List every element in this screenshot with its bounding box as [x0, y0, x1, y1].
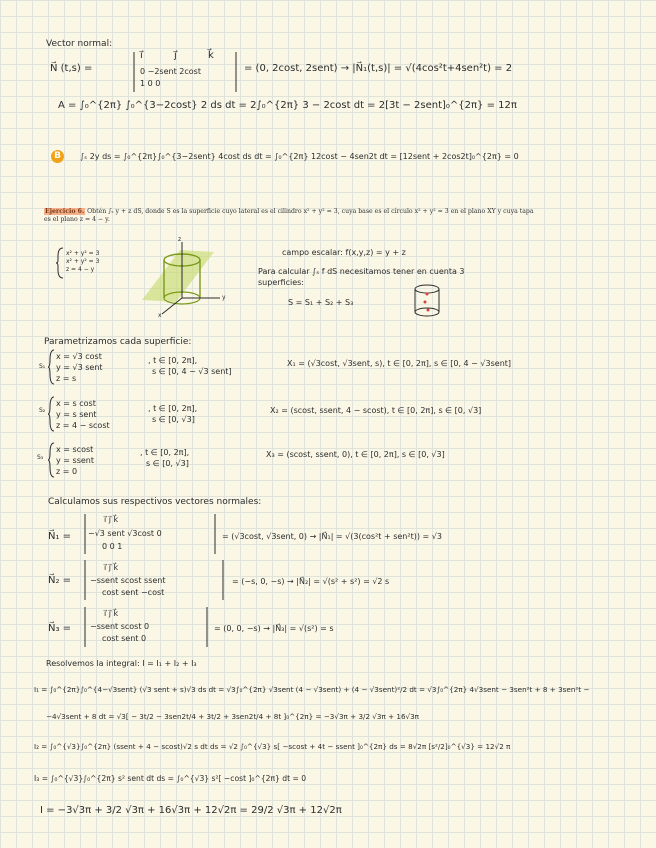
- heading-normal: Vector normal:: [46, 39, 113, 49]
- normals-heading: Calculamos sus respectivos vectores normales:: [48, 497, 262, 507]
- s1-domain-s: s ∈ [0, 4 − √3 sent]: [152, 367, 232, 376]
- s2-brace: [48, 397, 54, 431]
- n2-lhs: N⃗₂ =: [48, 575, 72, 586]
- calc-note-1: Para calcular ∫ₛ f dS necesitamos tener en cuenta 3: [258, 267, 465, 276]
- s1-domain-t: , t ∈ [0, 2π],: [148, 356, 198, 365]
- s2-line-x: x = s cost: [56, 399, 96, 408]
- normal-lhs: N⃗ (t,s) =: [50, 63, 93, 74]
- n1-top: i⃗ j⃗ k⃗: [104, 515, 119, 524]
- system-line-1: x² + y² = 3: [66, 250, 100, 257]
- n1-result: = (√3cost, √3sent, 0) → |N⃗₁| = √(3(cos²t + sen²t)) = √3: [222, 532, 442, 541]
- exercise-text: Obtén ∫ₛ y + z dS, donde S es la superficie cuyo lateral es el cilindro x² + y² = 3, cuya base es el círculo x² + y² = 3 en el plano XY y cuya tapa es el plano z = 4 − y.: [44, 208, 534, 223]
- n3-bar-left: [82, 607, 88, 647]
- n2-row-2: −ssent scost ssent: [90, 576, 166, 585]
- det-top-k: k⃗: [208, 50, 214, 61]
- s3-brace: [48, 443, 54, 477]
- axis-x-label: x: [158, 312, 162, 319]
- exercise-tag: Ejercicio 6.: [45, 208, 85, 215]
- axis-z-label: z: [178, 236, 182, 243]
- n3-row-3: cost sent 0: [102, 634, 147, 643]
- s1-line-z: z = s: [56, 374, 77, 383]
- s3-param: X₃ = (scost, ssent, 0), t ∈ [0, 2π], s ∈ [0, √3]: [266, 450, 445, 459]
- n3-lhs: N⃗₃ =: [48, 623, 72, 634]
- s1-brace: [48, 350, 54, 384]
- system-line-2: x² + y² = 3: [66, 258, 100, 265]
- area-line: A = ∫₀^{2π} ∫₀^{3−2cost} 2 ds dt = 2∫₀^{2π} 3 − 2cost dt = 2[3t − 2sent]₀^{2π} = 12π: [58, 100, 517, 111]
- b-badge: B: [51, 150, 64, 163]
- cylinder-figure: [128, 238, 238, 318]
- s2-label: S₂: [39, 407, 46, 414]
- n3-top: i⃗ j⃗ k⃗: [104, 609, 119, 618]
- final-result: I = −3√3π + 3/2 √3π + 16√3π + 12√2π = 29/2 √3π + 12√2π: [40, 805, 342, 816]
- s2-domain-s: s ∈ [0, √3]: [152, 415, 195, 424]
- s3-line-z: z = 0: [56, 467, 78, 476]
- det-bar-left: [130, 52, 138, 92]
- n3-row-2: −ssent scost 0: [90, 622, 150, 631]
- n2-top: i⃗ j⃗ k⃗: [104, 563, 119, 572]
- normal-result: = (0, 2cost, 2sent) → |N⃗₁(t,s)| = √(4cos²t+4sen²t) = 2: [244, 63, 513, 74]
- n2-result: = (−s, 0, −s) → |N⃗₂| = √(s² + s²) = √2 s: [232, 577, 390, 586]
- n1-row-2: −√3 sent √3cost 0: [88, 529, 162, 538]
- i1-line-1: I₁ = ∫₀^{2π}∫₀^{4−√3sent} (√3 sent + s)√3 ds dt = √3∫₀^{2π} √3sent (4 − √3sent) + (4 − √3sent)²/2 dt = √3∫₀^{2π} 4√3sent − 3sen²t + 8 + 3sen²t −: [34, 685, 590, 694]
- surface-sum: S = S₁ + S₂ + S₃: [288, 298, 354, 307]
- s1-param: X₁ = (√3cost, √3sent, s), t ∈ [0, 2π], s ∈ [0, 4 − √3sent]: [287, 359, 512, 368]
- s3-domain-s: s ∈ [0, √3]: [146, 459, 189, 468]
- det-bar-right: [232, 52, 240, 92]
- det-row-2: 0 −2sent 2cost: [140, 67, 201, 76]
- s2-param: X₂ = (scost, ssent, 4 − scost), t ∈ [0, 2π], s ∈ [0, √3]: [270, 406, 482, 415]
- s2-domain-t: , t ∈ [0, 2π],: [148, 404, 198, 413]
- system-line-3: z = 4 − y: [66, 266, 95, 273]
- param-heading: Parametrizamos cada superficie:: [44, 337, 192, 347]
- mini-cylinder-icon: [412, 284, 442, 318]
- i2-line: I₂ = ∫₀^{√3}∫₀^{2π} (ssent + 4 − scost)√2 s dt ds = √2 ∫₀^{√3} s[ −scost + 4t − ssent ]₀^{2π} ds = 8√2π [s²/2]₀^{√3} = 12√2 π: [34, 742, 511, 751]
- n2-row-3: cost sent −cost: [102, 588, 165, 597]
- axis-y-label: y: [222, 294, 226, 301]
- b-line: ∫ₛ 2y ds = ∫₀^{2π}∫₀^{3−2sent} 4cost ds dt = ∫₀^{2π} 12cost − 4sen2t dt = [12sent + 2cos2t]₀^{2π} = 0: [80, 152, 519, 161]
- s1-line-x: x = √3 cost: [56, 352, 102, 361]
- i3-line: I₃ = ∫₀^{√3}∫₀^{2π} s² sent dt ds = ∫₀^{√3} s²[ −cost ]₀^{2π} dt = 0: [34, 774, 307, 783]
- n1-row-3: 0 0 1: [102, 542, 123, 551]
- system-brace: [56, 248, 64, 278]
- s1-label: S₁: [39, 363, 46, 370]
- n1-lhs: N⃗₁ =: [48, 531, 72, 542]
- n3-bar-right: [204, 607, 210, 647]
- s2-line-y: y = s sent: [56, 410, 97, 419]
- det-row-3: 1 0 0: [140, 79, 161, 88]
- scalar-field: campo escalar: f(x,y,z) = y + z: [282, 248, 406, 257]
- n1-bar-right: [212, 514, 218, 554]
- n2-bar-right: [220, 560, 226, 600]
- i1-line-2: −4√3sent + 8 dt = √3[ − 3t/2 − 3sen2t/4 + 3t/2 + 3sen2t/4 + 8t ]₀^{2π} = −3√3π + 3/2 √3π + 16√3π: [46, 712, 419, 721]
- det-top-i: i⃗: [140, 50, 143, 61]
- n3-result: = (0, 0, −s) → |N⃗₃| = √(s²) = s: [214, 624, 334, 633]
- det-top-j: j⃗: [174, 50, 177, 61]
- s1-line-y: y = √3 sent: [56, 363, 103, 372]
- s3-domain-t: , t ∈ [0, 2π],: [140, 448, 190, 457]
- s2-line-z: z = 4 − scost: [56, 421, 110, 430]
- calc-note-2: superficies:: [258, 278, 304, 287]
- s3-line-y: y = ssent: [56, 456, 94, 465]
- exercise-statement: [44, 208, 534, 224]
- s3-line-x: x = scost: [56, 445, 94, 454]
- resolve-heading: Resolvemos la integral: I = I₁ + I₂ + I₃: [46, 659, 197, 668]
- n2-bar-left: [82, 560, 88, 600]
- s3-label: S₃: [37, 454, 44, 461]
